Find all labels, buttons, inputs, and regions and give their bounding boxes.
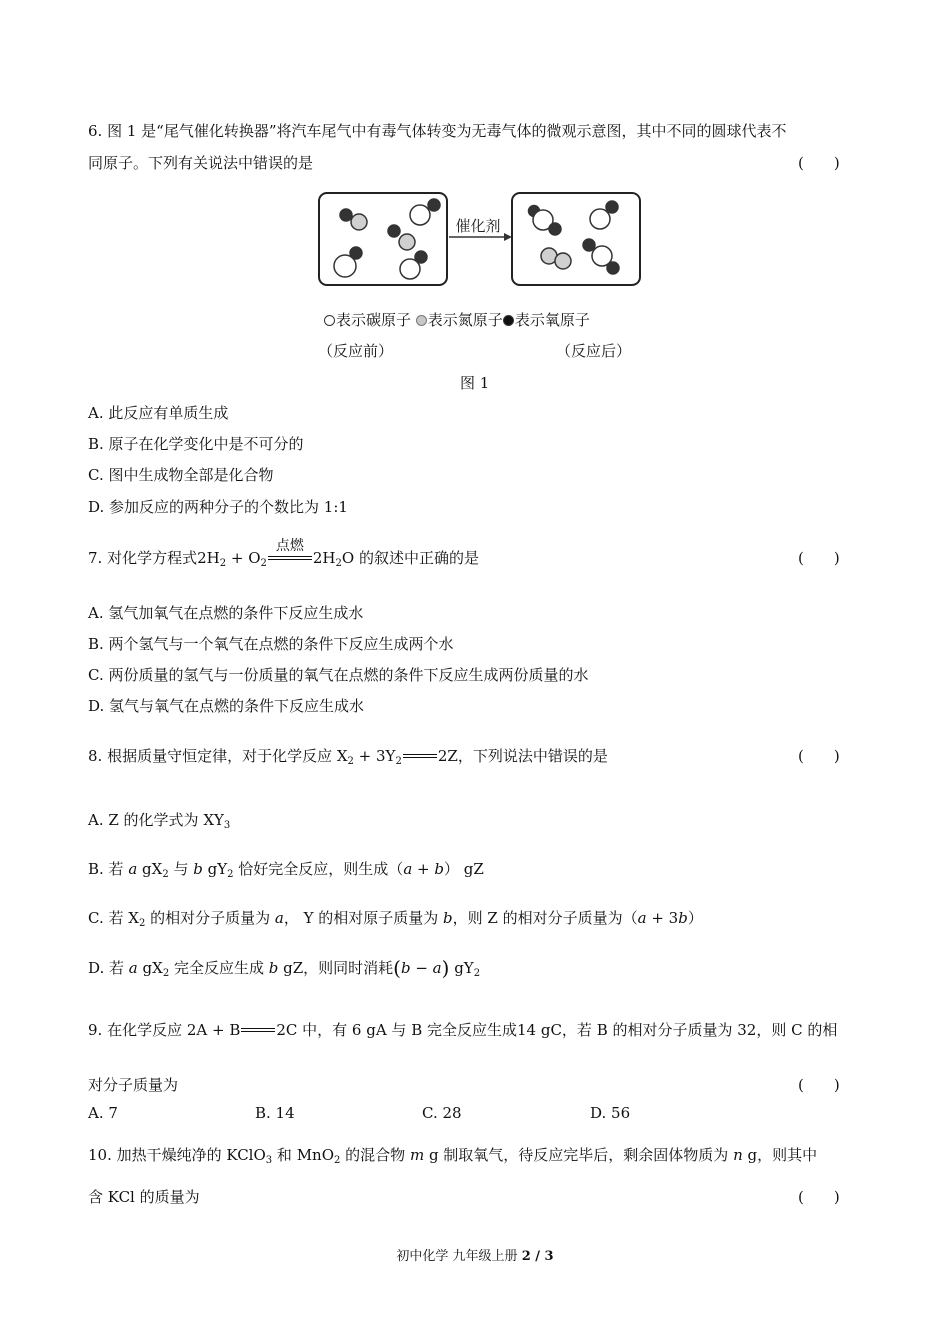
q8-option-d: D. 若 a $gX_2$ 完全反应生成 b gZ，则同时消耗(b − a) $gY_2$ [88,956,481,980]
q6-stem-line2: 同原子。下列有关说法中错误的是 [88,154,314,172]
q6-option-b: B. 原子在化学变化中是不可分的 [88,435,304,453]
q7-option-a: A. 氢气加氧气在点燃的条件下反应生成水 [88,604,364,622]
q10-answer-paren: ( ) [798,1188,840,1206]
legend-oxygen-label: 表示氧原子 [514,311,590,329]
q8-option-a: A. Z 的化学式为 $XY_3$ [88,811,231,831]
legend-carbon-label: 表示碳原子 [336,311,412,329]
page-footer [0,1245,950,1264]
carbon-atom-icon [324,315,335,326]
q9-stem-line2: 对分子质量为 [88,1076,179,1094]
condition-ignite: 点燃 [275,538,304,554]
q9-option-d: D. 56 [590,1104,631,1122]
legend-nitrogen-label: 表示氮原子 [427,311,503,329]
catalyst-label: 催化剂 [455,218,501,235]
figure-legend [324,309,590,330]
q9-option-b: B. 14 [255,1104,295,1122]
q9-stem-line1: 9. 在化学反应 2A + B 2C 中，有 6 gA 与 B 完全反应生成14 gC，若 B 的相对分子质量为 32，则 C 的相 [88,1021,838,1039]
q8-option-c: C. 若 $X_2$ 的相对分子质量为 a， Y 的相对原子质量为 b，则 Z 的相对分子质量为（a + 3b） [88,909,703,929]
reaction-equals-sign [268,538,312,566]
q6-option-a: A. 此反应有单质生成 [88,404,229,422]
reaction-figure [316,189,642,289]
q6-option-c: C. 图中生成物全部是化合物 [88,466,274,484]
q8-answer-paren: ( ) [798,747,840,765]
figure-caption: 图 1 [460,374,490,392]
q6-answer-paren: ( ) [798,154,840,172]
q7-option-d: D. 氢气与氧气在点燃的条件下反应生成水 [88,697,365,715]
page-number: 2 / 3 [521,1249,554,1264]
q10-stem-line1: 10. 加热干燥纯净的 KClO$_3$ 和 MnO$_2$ 的混合物 m g 制取氧气，待反应完毕后，剩余固体物质为 n g，则其中 [88,1146,818,1166]
oxygen-atom-icon [503,315,514,326]
q7-stem: 7. 对化学方程式$2H_2 + O_2$ 点燃 $2H_2O$ 的叙述中正确的是 [88,547,479,568]
before-label: （反应前） [318,342,394,360]
q10-stem-line2: 含 KCl 的质量为 [88,1188,200,1206]
q9-answer-paren: ( ) [798,1076,840,1094]
q9-option-c: C. 28 [422,1104,462,1122]
after-label: （反应后） [556,342,632,360]
reaction-equals-sign [241,1024,275,1038]
q8-stem: 8. 根据质量守恒定律，对于化学反应 $X_2 + 3Y_2$ 2Z，下列说法中错误的是 [88,747,608,767]
after-molecules [529,201,620,274]
q8-option-b: B. 若 a $gX_2$ 与 b $gY_2$ 恰好完全反应，则生成（a + b） gZ [88,860,484,880]
q7-option-c: C. 两份质量的氢气与一份质量的氧气在点燃的条件下反应生成两份质量的水 [88,666,589,684]
q7-option-b: B. 两个氢气与一个氧气在点燃的条件下反应生成两个水 [88,635,454,653]
q6-option-d: D. 参加反应的两种分子的个数比为 1:1 [88,498,348,516]
q6-stem-line1: 6. 图 1 是“尾气催化转换器”将汽车尾气中有毒气体转变为无毒气体的微观示意图，其中不同的圆球代表不 [88,122,787,140]
q9-option-a: A. 7 [88,1104,118,1122]
footer-text: 初中化学 九年级上册 [396,1249,522,1264]
before-molecules [334,199,440,279]
q7-answer-paren: ( ) [798,549,840,567]
reaction-equals-sign [403,750,437,764]
nitrogen-atom-icon [416,315,427,326]
